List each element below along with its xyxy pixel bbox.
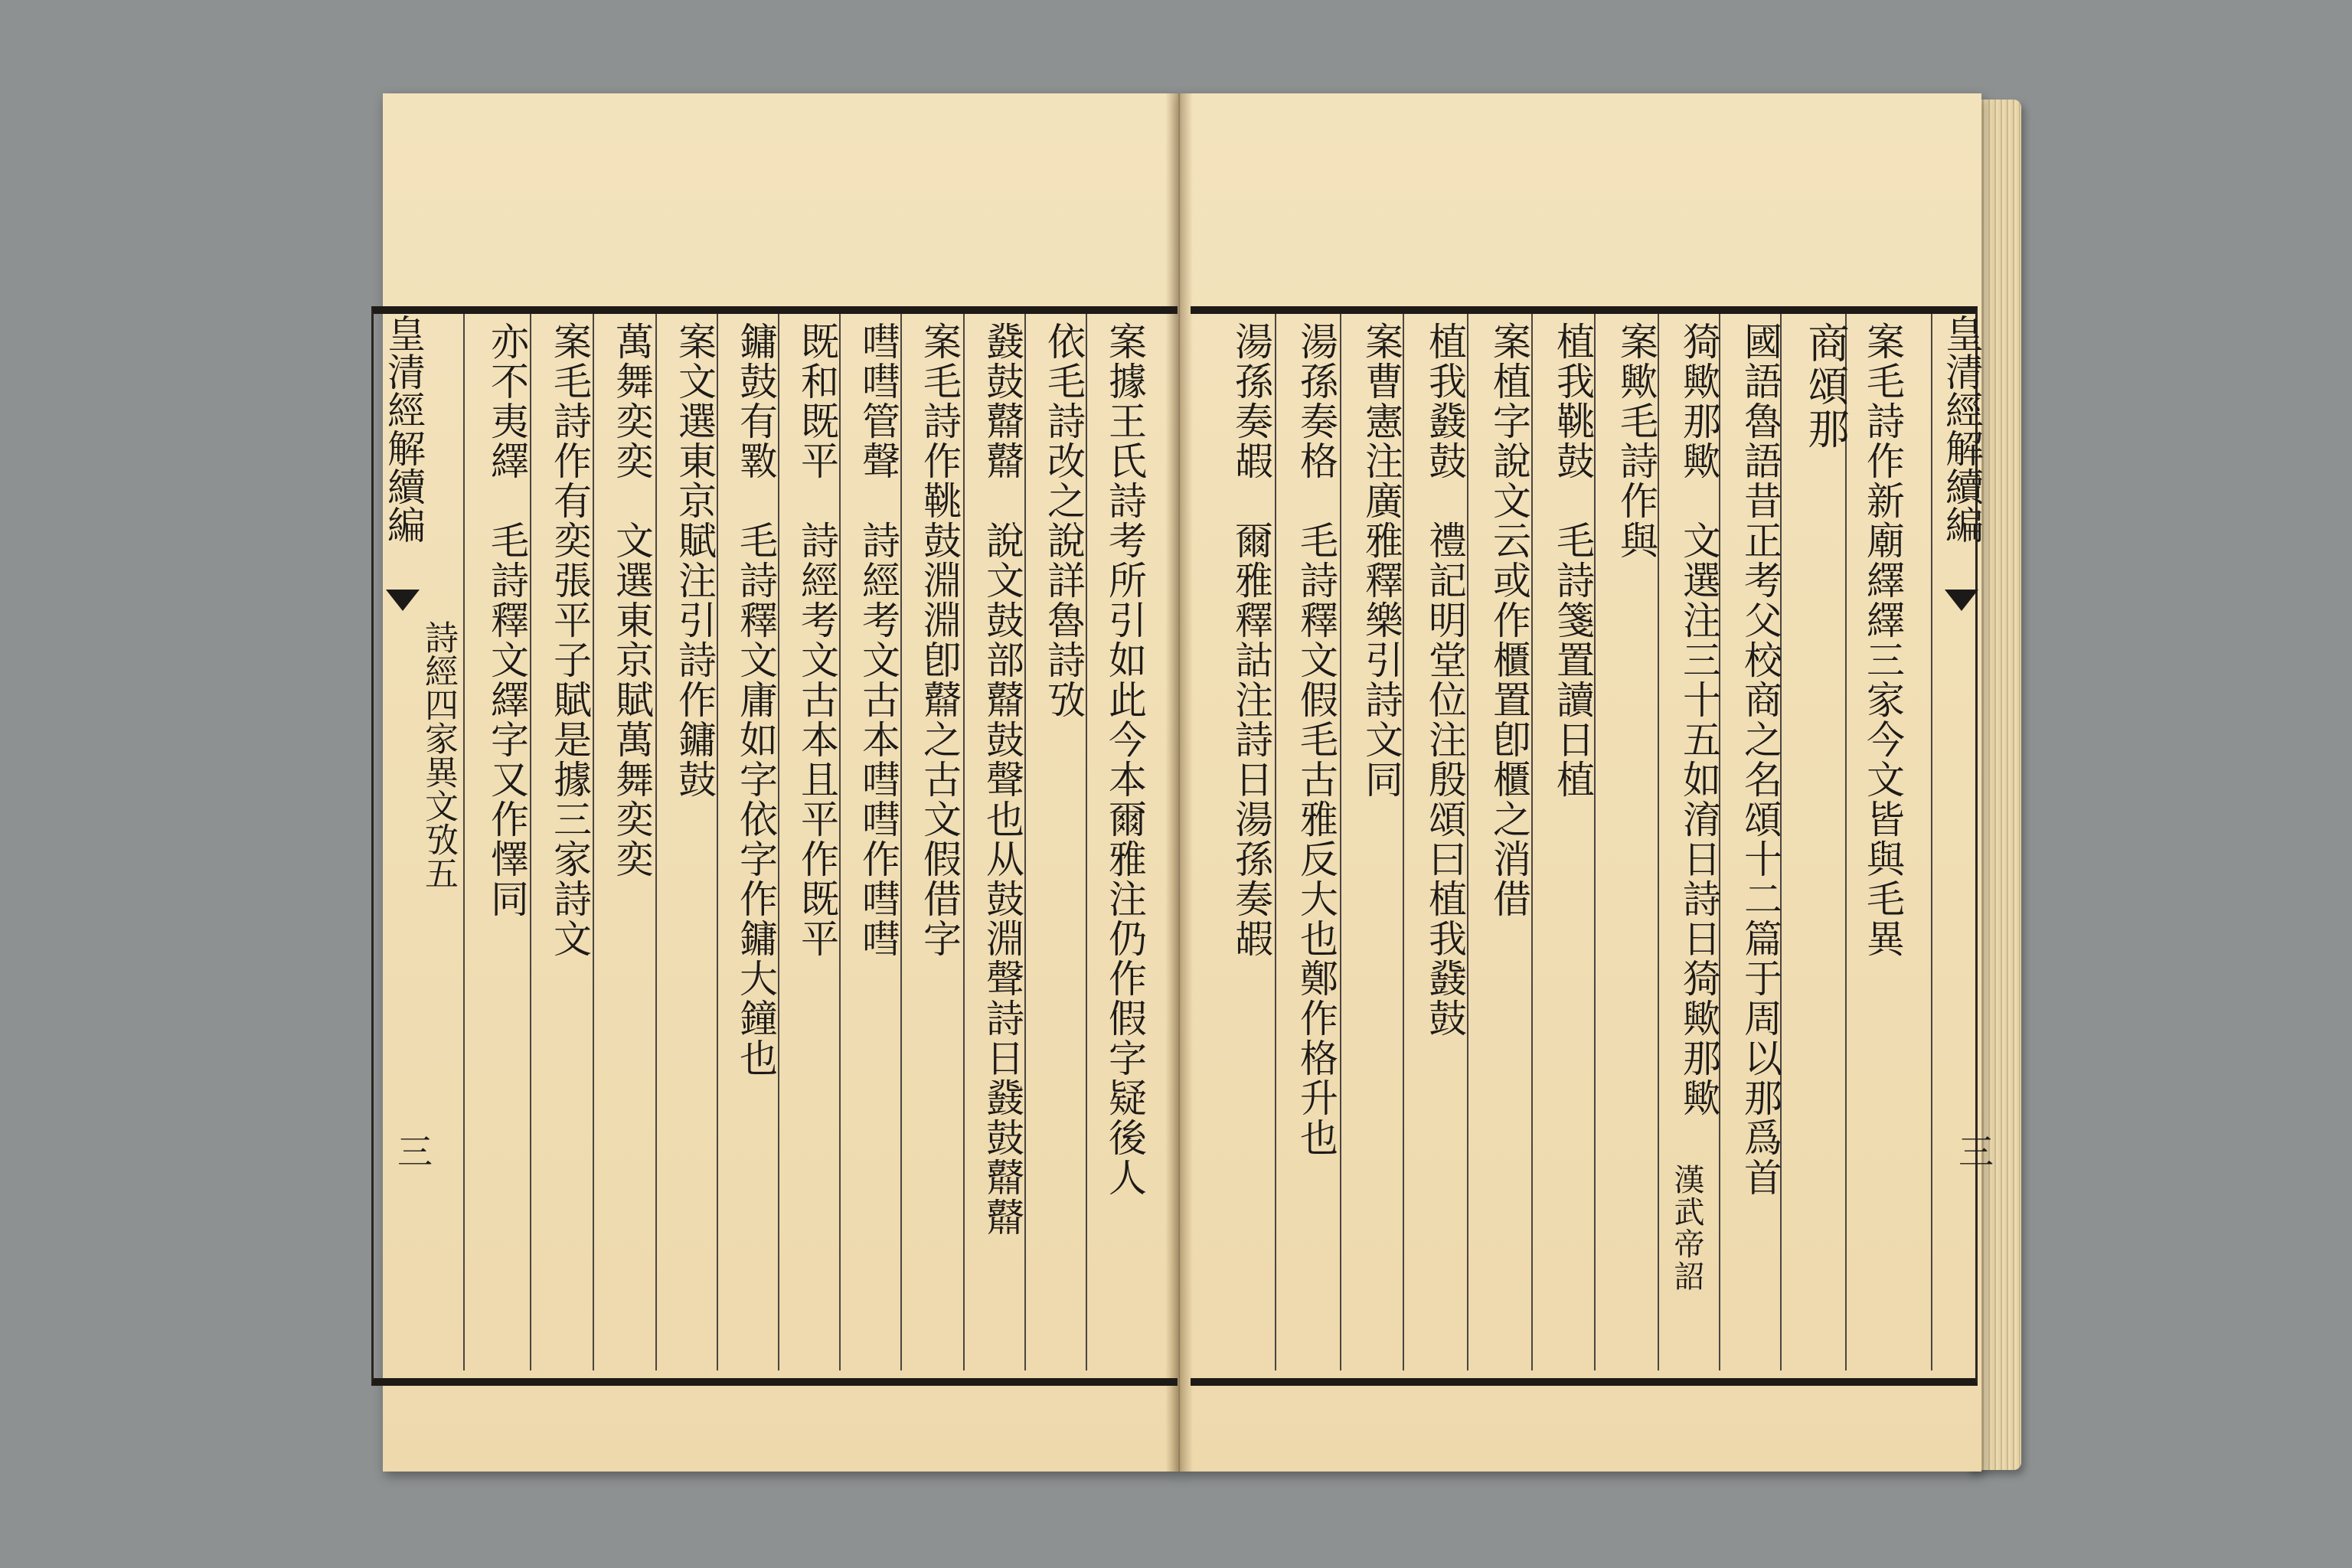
text-column: 案毛詩作有奕張平子賦是據三家詩文: [547, 322, 592, 959]
text-column-annotation: 漢武帝詔: [1669, 1164, 1704, 1292]
column-rule: [1024, 314, 1026, 1370]
text-column: 鼗鼓鼘鼘 說文鼓部鼘鼓聲也从鼓淵聲詩日鼗鼓鼘鼘: [980, 322, 1024, 1237]
right-page-number: 三: [1953, 1133, 1994, 1168]
column-rule: [778, 314, 779, 1370]
column-rule: [1531, 314, 1533, 1370]
column-rule: [593, 314, 594, 1370]
text-column: 案植字說文云或作櫃置卽櫃之消借: [1487, 322, 1531, 919]
text-column: 案據王氏詩考所引如此今本爾雅注仍作假字疑後人: [1102, 322, 1147, 1197]
column-rule: [963, 314, 965, 1370]
text-column: 湯孫奏格 毛詩釋文假毛古雅反大也鄭作格升也: [1294, 322, 1338, 1158]
text-column: 商頌那: [1802, 322, 1850, 450]
column-rule: [530, 314, 531, 1370]
text-column: 國語魯語昔正考父校商之名頌十二篇于周以那爲首: [1738, 322, 1782, 1197]
text-column: 猗歟那歟 文選注三十五如淯日詩日猗歟那歟: [1677, 322, 1721, 1118]
text-column: 案歟毛詩作與: [1614, 322, 1658, 560]
text-column: 植我鼗鼓 禮記明堂位注殷頌曰植我鼗鼓: [1423, 322, 1467, 1038]
text-column: 湯孫奏嘏 爾雅釋詁注詩日湯孫奏嘏: [1229, 322, 1273, 959]
column-rule: [1086, 314, 1087, 1370]
column-rule: [655, 314, 657, 1370]
text-column: 萬舞奕奕 文選東京賦萬舞奕奕: [609, 322, 654, 879]
column-rule: [717, 314, 718, 1370]
text-column: 亦不夷繹 毛詩釋文繹字又作懌同: [485, 322, 529, 919]
text-column: 案毛詩作新廟繹繹三家今文皆與毛異: [1860, 322, 1905, 959]
left-page-number: 三: [392, 1133, 433, 1168]
column-rule: [900, 314, 902, 1370]
column-rule: [1275, 314, 1276, 1370]
text-column: 既和既平 詩經考文古本且平作既平: [795, 322, 839, 959]
column-rule: [463, 314, 465, 1370]
right-fold-title: 皇清經解續編: [1939, 314, 1984, 544]
text-column: 案文選東京賦注引詩作鏞鼓: [672, 322, 717, 799]
text-column: 鏞鼓有斁 毛詩釋文庸如字依字作鏞大鐘也: [733, 322, 778, 1078]
text-column: 案曹憲注廣雅釋樂引詩文同: [1359, 322, 1403, 799]
column-rule: [1467, 314, 1468, 1370]
text-column: 案毛詩作鞉鼓淵淵卽鼘之古文假借字: [917, 322, 962, 959]
column-rule: [1931, 314, 1932, 1370]
left-fold-title: 皇清經解續編: [381, 314, 426, 544]
text-column: 依毛詩改之說詳魯詩攷: [1041, 322, 1086, 720]
text-column: 植我鞉鼓 毛詩箋置讀日植: [1550, 322, 1595, 799]
column-rule: [1340, 314, 1341, 1370]
column-rule: [839, 314, 841, 1370]
text-column: 嘒嘒管聲 詩經考文古本嘒嘒作嘒嘒: [856, 322, 900, 959]
left-fold-subtitle: 詩經四家異文攷五: [419, 620, 458, 890]
